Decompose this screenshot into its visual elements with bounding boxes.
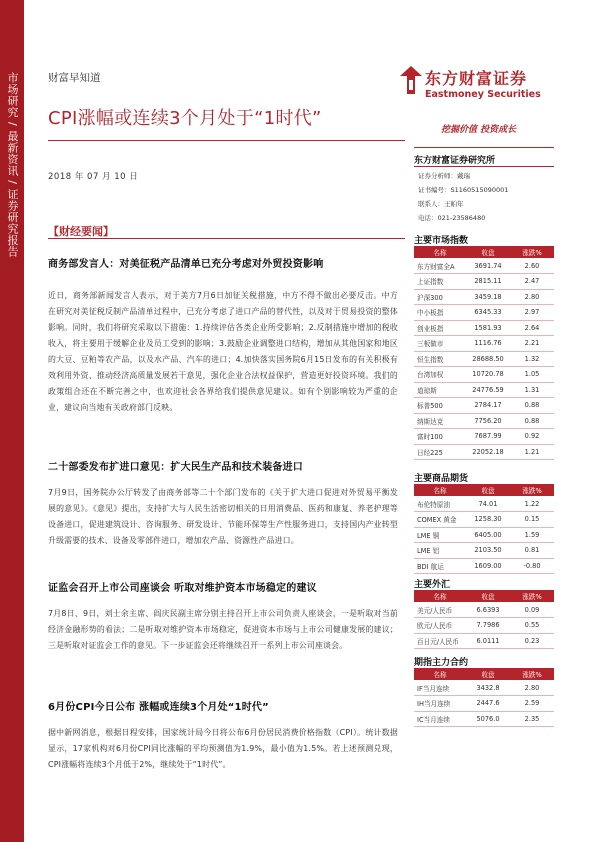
row-name-cell: 中小板指 bbox=[414, 305, 466, 321]
row-close-cell: 1581.93 bbox=[466, 320, 510, 336]
row-change-cell: 2.35 bbox=[510, 711, 554, 727]
row-change-cell: 0.88 bbox=[510, 398, 554, 414]
row-change-cell: -0.80 bbox=[510, 558, 554, 574]
row-change-cell: 2.60 bbox=[510, 258, 554, 274]
row-close-cell: 3459.18 bbox=[466, 289, 510, 305]
table-row bbox=[414, 305, 554, 321]
fx-table bbox=[414, 590, 554, 649]
news-headline: 6月份CPI今日公布 涨幅或连续3个月处“1时代” bbox=[48, 702, 269, 713]
row-name-cell: IC当月连续 bbox=[414, 711, 466, 727]
row-change-cell: 1.05 bbox=[510, 367, 554, 383]
table-row bbox=[414, 398, 554, 414]
table-row bbox=[414, 336, 554, 352]
brand-slogan: 挖掘价值 投资成长 bbox=[441, 125, 517, 135]
row-name-cell: COMEX 黄金 bbox=[414, 512, 466, 528]
title-divider bbox=[48, 140, 405, 141]
row-change-cell: 1.21 bbox=[510, 444, 554, 460]
futures-table bbox=[414, 668, 554, 727]
col-header: 涨跌% bbox=[510, 484, 554, 496]
commodity-table bbox=[414, 484, 554, 574]
table-row bbox=[414, 711, 554, 727]
row-close-cell: 74.01 bbox=[466, 496, 510, 512]
row-close-cell: 7687.99 bbox=[466, 429, 510, 445]
table-row bbox=[414, 320, 554, 336]
row-change-cell: 2.47 bbox=[510, 274, 554, 290]
row-name-cell: 台湾加权 bbox=[414, 367, 466, 383]
market-index-title: 主要市场指数 bbox=[414, 236, 469, 246]
contact-person: 联系人：王帕年 bbox=[418, 200, 464, 208]
news-headline: 商务部发言人：对美征税产品清单已充分考虑对外贸投资影响 bbox=[48, 259, 324, 270]
futures-title: 期指主力合约 bbox=[414, 658, 469, 668]
row-change-cell: 1.31 bbox=[510, 382, 554, 398]
row-change-cell: 0.55 bbox=[510, 618, 554, 634]
row-close-cell: 3432.8 bbox=[466, 680, 510, 696]
row-close-cell: 2447.6 bbox=[466, 696, 510, 712]
row-close-cell: 1609.00 bbox=[466, 558, 510, 574]
row-close-cell: 2815.11 bbox=[466, 274, 510, 290]
news-item bbox=[48, 255, 398, 416]
row-name-cell: IF当月连续 bbox=[414, 680, 466, 696]
row-close-cell: 24776.59 bbox=[466, 382, 510, 398]
news-body: 据中新网消息，根据日程安排，国家统计局今日将公布6月份居民消费价格指数（CPI）。统计数据显示，17家机构对6月份CPI同比涨幅的平均预测值为1.9%，最小值为1.5%。若上述预测兑现，CPI涨幅将连续3个月低于2%，继续处于“1时代”。 bbox=[48, 728, 398, 769]
row-name-cell: 恒生指数 bbox=[414, 351, 466, 367]
row-name-cell: 道琼斯 bbox=[414, 382, 466, 398]
side-banner-text: 市场研究 / 最新资讯 / 证券研究报告 bbox=[6, 72, 19, 258]
table-row bbox=[414, 633, 554, 649]
row-name-cell: 沪深300 bbox=[414, 289, 466, 305]
row-close-cell: 6345.33 bbox=[466, 305, 510, 321]
row-close-cell: 6405.00 bbox=[466, 527, 510, 543]
institute-divider bbox=[414, 166, 554, 167]
col-header: 名称 bbox=[414, 590, 466, 602]
row-close-cell: 10720.78 bbox=[466, 367, 510, 383]
row-change-cell: 0.15 bbox=[510, 512, 554, 528]
row-change-cell: 1.59 bbox=[510, 527, 554, 543]
col-header: 名称 bbox=[414, 246, 466, 258]
section-label: 【财经要闻】 bbox=[48, 225, 114, 238]
row-name-cell: 纳斯达克 bbox=[414, 413, 466, 429]
table-row bbox=[414, 512, 554, 528]
news-headline: 证监会召开上市公司座谈会 听取对维护资本市场稳定的建议 bbox=[48, 583, 317, 594]
table-row bbox=[414, 413, 554, 429]
row-change-cell: 0.92 bbox=[510, 429, 554, 445]
side-banner bbox=[0, 0, 24, 842]
row-close-cell: 6.0111 bbox=[466, 633, 510, 649]
row-close-cell: 5076.0 bbox=[466, 711, 510, 727]
col-header: 涨跌% bbox=[510, 668, 554, 680]
table-row bbox=[414, 602, 554, 618]
row-name-cell: 标普500 bbox=[414, 398, 466, 414]
brand-logo-icon bbox=[400, 66, 422, 94]
row-close-cell: 2784.17 bbox=[466, 398, 510, 414]
col-header: 收盘 bbox=[466, 590, 510, 602]
row-name-cell: LME 铝 bbox=[414, 543, 466, 559]
table-row bbox=[414, 289, 554, 305]
row-change-cell: 0.81 bbox=[510, 543, 554, 559]
table-row bbox=[414, 543, 554, 559]
row-name-cell: 东方财富全A bbox=[414, 258, 466, 274]
row-change-cell: 2.80 bbox=[510, 680, 554, 696]
row-change-cell: 1.32 bbox=[510, 351, 554, 367]
table-row bbox=[414, 274, 554, 290]
table-row bbox=[414, 696, 554, 712]
institute-name: 东方财富证券研究所 bbox=[414, 156, 496, 166]
col-header: 涨跌% bbox=[510, 590, 554, 602]
table-row bbox=[414, 558, 554, 574]
table-row bbox=[414, 429, 554, 445]
row-name-cell: 富时100 bbox=[414, 429, 466, 445]
news-headline: 二十部委发布扩进口意见：扩大民生产品和技术装备进口 bbox=[48, 462, 303, 473]
row-name-cell: 美元/人民币 bbox=[414, 602, 466, 618]
col-header: 收盘 bbox=[466, 484, 510, 496]
table-row bbox=[414, 527, 554, 543]
col-header: 名称 bbox=[414, 668, 466, 680]
row-close-cell: 6.6393 bbox=[466, 602, 510, 618]
row-name-cell: 布伦特原油 bbox=[414, 496, 466, 512]
news-item bbox=[48, 458, 398, 549]
row-name-cell: 三板做市 bbox=[414, 336, 466, 352]
row-close-cell: 22052.18 bbox=[466, 444, 510, 460]
column-tag: 财富早知道 bbox=[48, 72, 101, 84]
row-change-cell: 2.80 bbox=[510, 289, 554, 305]
row-name-cell: 上证指数 bbox=[414, 274, 466, 290]
fx-title: 主要外汇 bbox=[414, 580, 451, 590]
contact-phone: 电话：021-23586480 bbox=[418, 214, 486, 222]
contact-cert: 证书编号：S1160515090001 bbox=[418, 186, 509, 194]
row-close-cell: 7.7986 bbox=[466, 618, 510, 634]
col-header: 涨跌% bbox=[510, 246, 554, 258]
row-close-cell: 28688.50 bbox=[466, 351, 510, 367]
col-header: 收盘 bbox=[466, 668, 510, 680]
market-index-table bbox=[414, 246, 554, 460]
news-item bbox=[48, 579, 398, 654]
institute-top-divider bbox=[414, 147, 554, 148]
row-name-cell: 创业板指 bbox=[414, 320, 466, 336]
row-close-cell: 1116.76 bbox=[466, 336, 510, 352]
row-change-cell: 0.09 bbox=[510, 602, 554, 618]
row-change-cell: 0.23 bbox=[510, 633, 554, 649]
row-name-cell: BDI 航运 bbox=[414, 558, 466, 574]
row-name-cell: 百日元/人民币 bbox=[414, 633, 466, 649]
row-change-cell: 2.59 bbox=[510, 696, 554, 712]
col-header: 名称 bbox=[414, 484, 466, 496]
row-change-cell: 2.64 bbox=[510, 320, 554, 336]
row-change-cell: 0.88 bbox=[510, 413, 554, 429]
col-header: 收盘 bbox=[466, 246, 510, 258]
row-change-cell: 2.21 bbox=[510, 336, 554, 352]
news-body: 7月8日、9日，刘士余主席、阎庆民副主席分别主持召开上市公司负责人座谈会，一是听取对当前经济金融形势的看法；二是听取对维护资本市场稳定，促进资本市场与上市公司健康发展的建议；三是听取对证监会工作的意见。下一步证监会还将继续召开一系列上市公司座谈会。 bbox=[48, 609, 398, 650]
row-close-cell: 1258.30 bbox=[466, 512, 510, 528]
report-date: 2018 年 07 月 10 日 bbox=[48, 172, 139, 182]
row-name-cell: IH当月连续 bbox=[414, 696, 466, 712]
table-row bbox=[414, 351, 554, 367]
row-close-cell: 7756.20 bbox=[466, 413, 510, 429]
contact-analyst: 证券分析师：戴瑞 bbox=[418, 172, 470, 180]
report-title: CPI涨幅或连续3个月处于“1时代” bbox=[48, 108, 322, 129]
row-name-cell: 日经225 bbox=[414, 444, 466, 460]
row-close-cell: 3691.74 bbox=[466, 258, 510, 274]
row-name-cell: 欧元/人民币 bbox=[414, 618, 466, 634]
news-body: 近日，商务部新闻发言人表示，对于美方7月6日加征关税措施，中方不得不做出必要反击。中方在研究对美征税反制产品清单过程中，已充分考虑了进口产品的替代性，以及对于贸易投资的整体影响。同时，我们将研究采取以下措施：1.持续评估各类企业所受影响；2.反制措施中增加的税收收入，将主要用于缓解企业及员工受到的影响；3.鼓励企业调整进口结构，增加从其他国家和地区的大豆、豆粕等农产品，以及水产品、汽车的进口；4.加快落实国务院6月15日发布的有关积极有效利用外资、推动经济高质量发展若干意见，强化企业合法权益保护，营造更好投资环境。我们的政策组合还在不断完善之中，也欢迎社会各界给我们提供意见建议。如有个别影响较为严重的企业，建议向当地有关政府部门反映。 bbox=[48, 291, 398, 412]
commodity-title: 主要商品期货 bbox=[414, 474, 469, 484]
row-change-cell: 2.97 bbox=[510, 305, 554, 321]
row-change-cell: 1.22 bbox=[510, 496, 554, 512]
brand-name-en: Eastmoney Securities bbox=[425, 89, 541, 100]
table-row bbox=[414, 680, 554, 696]
table-row bbox=[414, 382, 554, 398]
table-row bbox=[414, 367, 554, 383]
section-divider bbox=[48, 238, 405, 239]
table-row bbox=[414, 444, 554, 460]
table-row bbox=[414, 258, 554, 274]
table-row bbox=[414, 496, 554, 512]
row-close-cell: 2103.50 bbox=[466, 543, 510, 559]
news-body: 7月9日，国务院办公厅转发了由商务部等二十个部门发布的《关于扩大进口促进对外贸易平衡发展的意见》。《意见》提出，支持扩大与人民生活密切相关的日用消费品、医药和康复、养老护理等设备进口，促进建筑设计、咨询服务、研发设计、节能环保等生产性服务进口，支持国内产业转型升级需要的技术、设备及零部件进口，增加农产品、资源性产品进口。 bbox=[48, 488, 398, 545]
table-row bbox=[414, 618, 554, 634]
row-name-cell: LME 铜 bbox=[414, 527, 466, 543]
brand-name-cn: 东方财富证券 bbox=[425, 69, 528, 88]
news-item bbox=[48, 698, 398, 773]
